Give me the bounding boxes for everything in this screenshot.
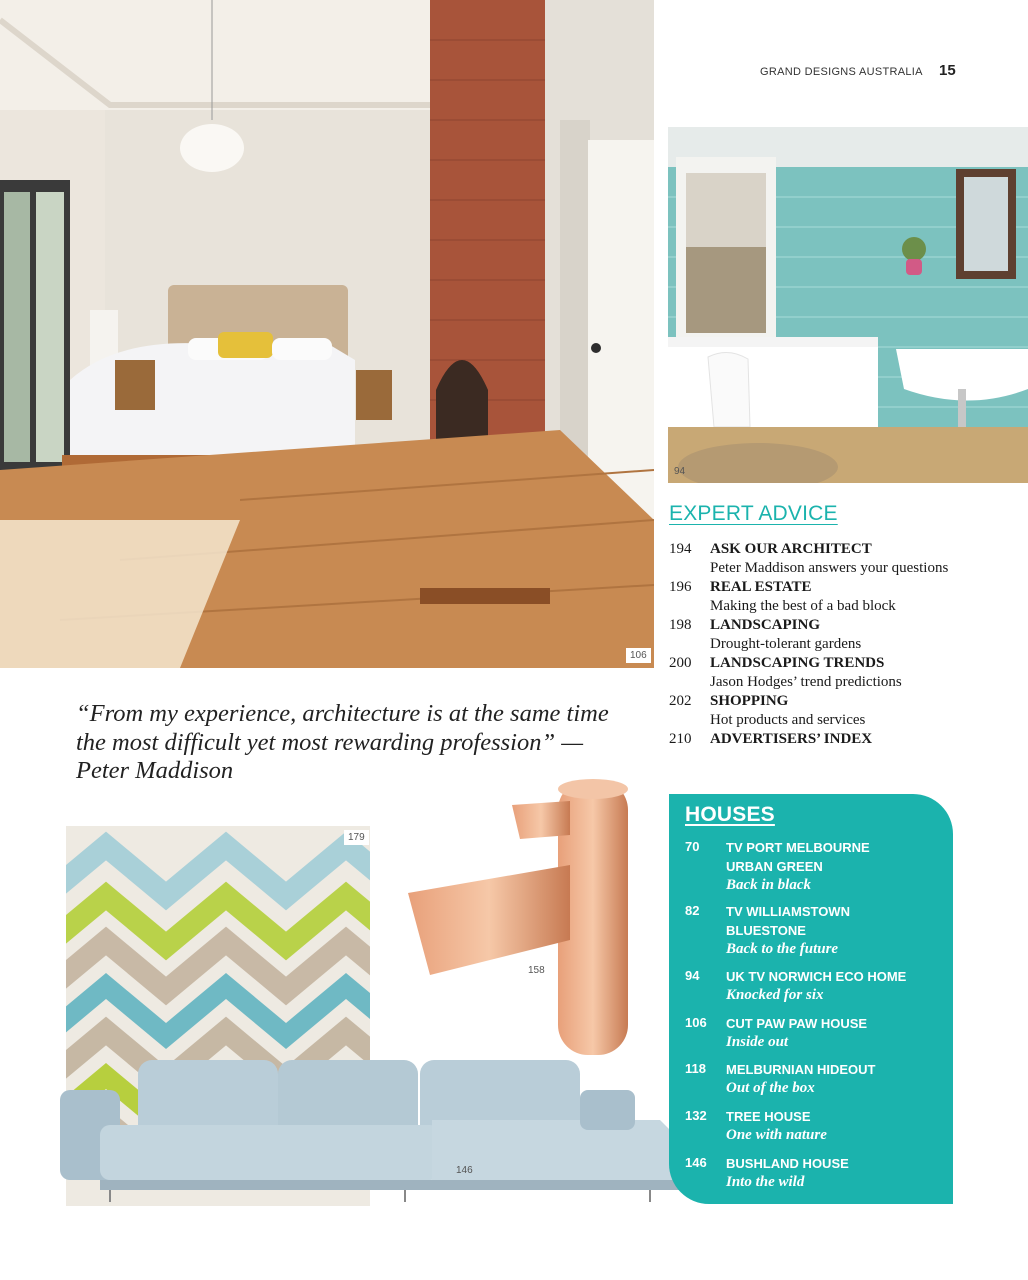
masthead: GRAND DESIGNS AUSTRALIA [760,66,923,78]
pull-quote: “From my experience, architecture is at the same time the most difficult yet most rewarding profession” — Peter Maddison [76,700,609,784]
list-item[interactable] [685,967,945,1004]
list-item[interactable] [669,578,959,616]
item-page: 132 [685,1108,707,1123]
item-page: 94 [685,968,700,983]
item-title: SHOPPING [710,693,789,709]
bathroom-photo [668,127,1028,483]
item-subtitle: Back to the future [726,941,839,957]
item-subtitle: One with nature [726,1127,827,1143]
item-page: 202 [669,693,692,709]
bedroom-photo [0,0,654,668]
expert-advice-list [669,540,959,749]
item-title: LANDSCAPING [710,617,821,633]
item-subtitle: Hot products and services [710,712,866,728]
item-subtitle: Peter Maddison answers your questions [710,560,949,576]
bathroom-page-ref: 94 [674,466,686,477]
item-subtitle: Into the wild [726,1174,805,1190]
item-title: TREE HOUSE [726,1109,811,1124]
sofa-page-ref: 146 [456,1165,473,1176]
list-item[interactable] [685,1014,945,1051]
item-page: 70 [685,839,700,854]
list-item[interactable] [669,616,959,654]
tap-page-ref: 158 [528,965,545,976]
item-title: REAL ESTATE [710,579,812,595]
item-page: 82 [685,903,700,918]
houses-panel [669,794,953,1204]
item-subtitle: Jason Hodges’ trend predictions [710,674,902,690]
bedroom-page-ref: 106 [626,648,651,663]
bedroom-illustration [0,0,654,668]
item-page: 210 [669,731,692,747]
item-page: 118 [685,1061,706,1076]
list-item[interactable] [669,730,959,749]
item-page: 196 [669,579,692,595]
item-page: 198 [669,617,692,633]
item-subtitle: Inside out [726,1034,789,1050]
page-number: 15 [939,62,956,79]
item-title: LANDSCAPING TRENDS [710,655,885,671]
expert-advice-heading: EXPERT ADVICE [669,502,838,525]
item-subtitle: Knocked for six [726,987,824,1003]
item-title: TV WILLIAMSTOWN BLUESTONE [726,904,850,938]
tap-photo [400,775,640,1060]
list-item[interactable] [685,902,945,958]
list-item[interactable] [669,540,959,578]
sofa-photo [60,1050,680,1210]
item-title: ASK OUR ARCHITECT [710,541,872,557]
list-item[interactable] [669,654,959,692]
item-subtitle: Making the best of a bad block [710,598,896,614]
list-item[interactable] [685,1060,945,1097]
list-item[interactable] [685,838,945,894]
item-subtitle: Out of the box [726,1080,815,1096]
houses-heading: HOUSES [685,803,775,826]
item-title: TV PORT MELBOURNE URBAN GREEN [726,840,870,874]
item-title: BUSHLAND HOUSE [726,1156,849,1171]
item-page: 194 [669,541,692,557]
item-page: 146 [685,1155,707,1170]
item-title: MELBURNIAN HIDEOUT [726,1062,876,1077]
item-title: CUT PAW PAW HOUSE [726,1016,868,1031]
list-item[interactable] [685,1154,945,1191]
tap-illustration [400,775,640,1060]
bathroom-illustration [668,127,1028,483]
item-page: 200 [669,655,692,671]
item-title: UK TV NORWICH ECO HOME [726,969,907,984]
sofa-illustration [60,1050,680,1210]
rug-page-ref: 179 [344,830,369,845]
item-subtitle: Back in black [726,877,811,893]
item-subtitle: Drought-tolerant gardens [710,636,862,652]
item-title: ADVERTISERS’ INDEX [710,731,873,747]
list-item[interactable] [685,1107,945,1144]
item-page: 106 [685,1015,707,1030]
list-item[interactable] [669,692,959,730]
